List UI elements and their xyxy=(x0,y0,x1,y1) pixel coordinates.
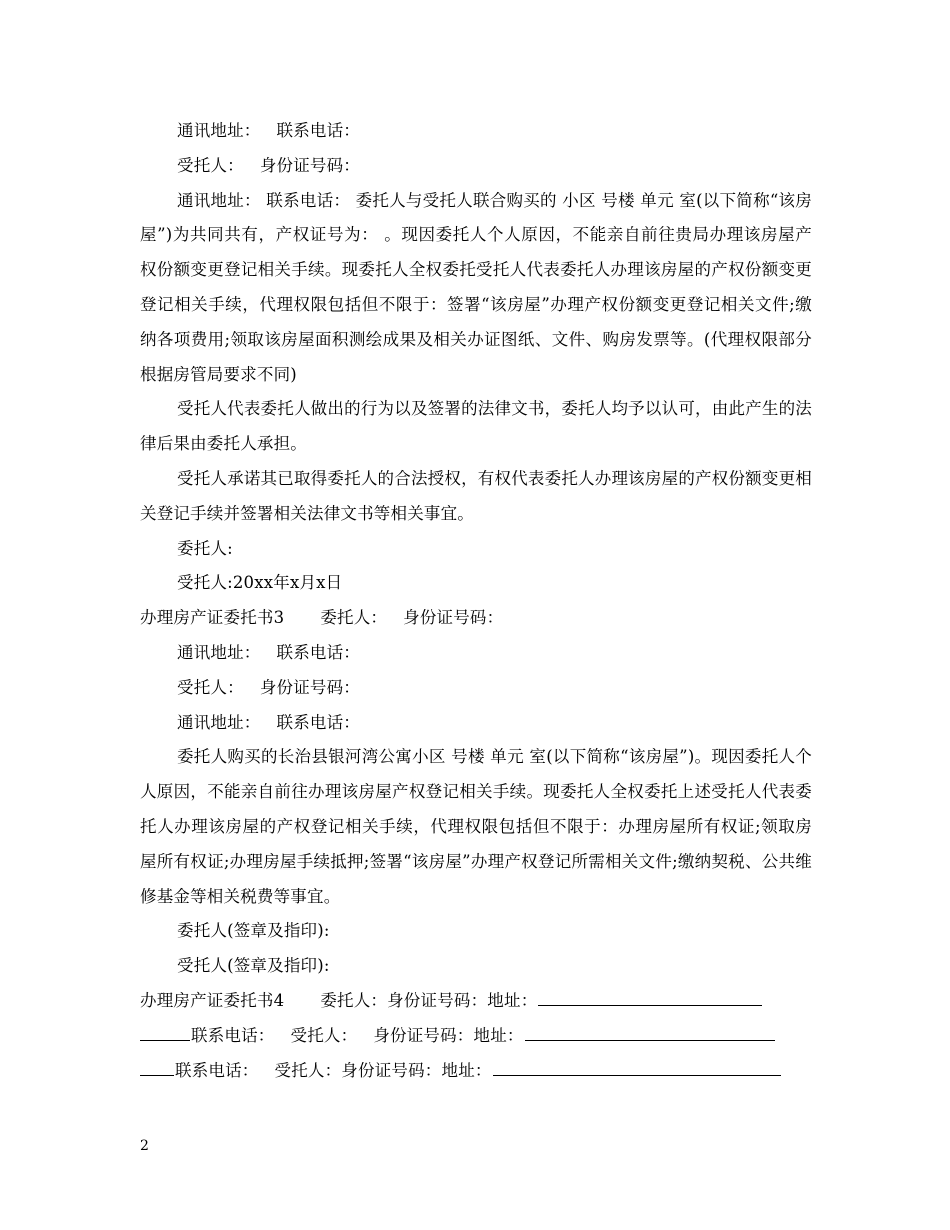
address-blank xyxy=(493,1061,781,1076)
phone-label: 联系电话： xyxy=(276,121,360,140)
address-phone-line xyxy=(140,114,812,149)
phone-label: 联系电话： xyxy=(276,712,360,732)
id-address-label: 身份证号码：地址： xyxy=(373,1025,524,1045)
section-4-row-2 xyxy=(140,1019,812,1054)
trustee-seal-line: 受托人(签章及指印): xyxy=(177,956,330,976)
trustee-id-line xyxy=(140,671,812,706)
section-3-heading-line xyxy=(140,601,812,636)
section-3-heading: 办理房产证委托书3 xyxy=(140,608,285,628)
address-blank xyxy=(525,1026,775,1041)
section-4-row-3 xyxy=(140,1054,812,1089)
address-blank xyxy=(538,991,762,1006)
address-phone-line xyxy=(140,636,812,671)
id-number-label: 身份证号码： xyxy=(403,608,504,628)
trustee-label: 受托人： xyxy=(177,677,244,697)
phone-label: 联系电话： xyxy=(191,1025,275,1045)
id-number-label: 身份证号码： xyxy=(259,677,361,697)
address-label: 通讯地址： xyxy=(177,121,261,140)
phone-label: 联系电话： xyxy=(276,642,360,662)
section-4-row-1 xyxy=(140,984,812,1019)
authorization-paragraph: 通讯地址： 联系电话： 委托人与受托人联合购买的 小区 号楼 单元 室(以下简称“该房屋”)为共同共有，产权证号为： 。现因委托人个人原因，不能亲自前往贵局办理该房屋产权份额变更登记相关手续。现委托人全权委托受托人代表委托人办理该房屋的产权份额变更登记相关手续，代理权限包括但不限于：签署“该房屋”办理产权份额变更登记相关文件;缴纳各项费用;领取该房屋面积测绘成果及相关办证图纸、文件、购房发票等。(代理权限部分根据房管局要求不同) xyxy=(140,190,812,384)
address-label: 通讯地址： xyxy=(177,712,261,732)
trustee-commitment-paragraph: 受托人承诺其已取得委托人的合法授权，有权代表委托人办理该房屋的产权份额变更相关登记手续并签署相关法律文书等相关事宜。 xyxy=(140,468,812,523)
trustee-date-line: 受托人:20xx年x月x日 xyxy=(177,573,343,593)
principal-seal-line: 委托人(签章及指印): xyxy=(177,921,330,941)
phone-label: 联系电话： xyxy=(175,1060,259,1080)
page-number: 2 xyxy=(140,1138,149,1154)
principal-signature-line: 委托人: xyxy=(177,538,233,558)
document-body xyxy=(140,114,812,1088)
trustee-id-address-label: 受托人：身份证号码：地址： xyxy=(274,1060,492,1080)
section-3-paragraph: 委托人购买的长治县银河湾公寓小区 号楼 单元 室(以下简称“该房屋”)。现因委托人个人原因，不能亲自前往办理该房屋产权登记相关手续。现委托人全权委托上述受托人代表委托人办理该房屋的产权登记相关手续，代理权限包括但不限于：办理房屋所有权证;领取房屋所有权证;办理房屋手续抵押;签署“该房屋”办理产权登记所需相关文件;缴纳契税、公共维修基金等相关税费等事宜。 xyxy=(140,747,812,906)
address-phone-line xyxy=(140,706,812,741)
trustee-label: 受托人： xyxy=(177,155,244,175)
legal-consequence-paragraph: 受托人代表委托人做出的行为以及签署的法律文书，委托人均予以认可，由此产生的法律后果由委托人承担。 xyxy=(140,399,812,454)
principal-id-address-label: 委托人：身份证号码：地址： xyxy=(320,990,538,1010)
address-blank xyxy=(140,1026,190,1041)
address-label: 通讯地址： xyxy=(177,642,261,662)
principal-label: 委托人： xyxy=(320,608,388,628)
address-blank xyxy=(140,1061,174,1076)
trustee-id-line xyxy=(140,149,812,184)
id-number-label: 身份证号码： xyxy=(259,155,361,175)
trustee-label: 受托人： xyxy=(290,1025,358,1045)
section-4-heading: 办理房产证委托书4 xyxy=(140,990,285,1010)
